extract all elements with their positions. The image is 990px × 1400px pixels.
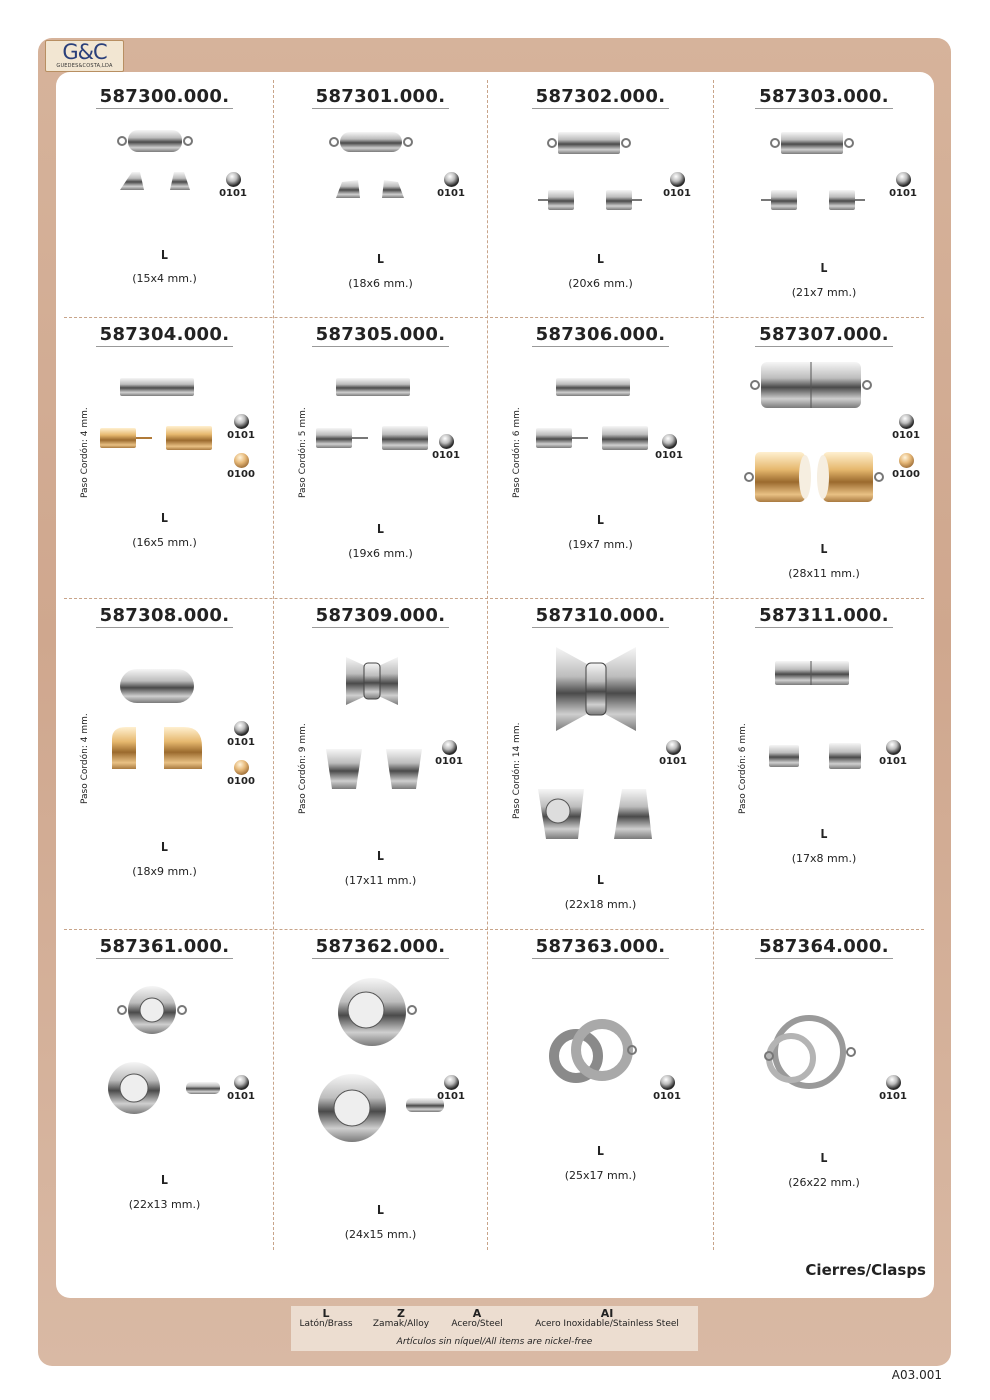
silver-finish-swatch [656,740,690,767]
finish-code: 0101 [227,737,255,748]
product-size: (25x17 mm.) [564,1169,637,1182]
product-code-text: 587310.000. [532,605,670,628]
material-code: L [597,873,604,887]
product-size: (19x6 mm.) [348,547,413,560]
legend-code: AI [600,1307,614,1320]
product-code-text: 587303.000. [755,86,893,109]
silver-finish-swatch [876,1075,910,1102]
cord-gauge-label: Paso Cordón: 5 mm. [298,407,308,498]
finish-code: 0101 [892,430,920,441]
material-code: L [377,849,384,863]
material-code: L [161,511,168,525]
legend-code: A [472,1307,482,1320]
product-code-text: 587361.000. [96,936,234,959]
product-code [714,605,934,628]
product-cell [488,318,713,598]
legend-label: Zamak/Alloy [372,1319,430,1329]
product-size: (15x4 mm.) [132,272,197,285]
product-code-text: 587311.000. [755,605,893,628]
finish-code: 0101 [227,430,255,441]
finish-color-icon [444,1075,459,1090]
product-code [274,86,487,109]
cord-gauge-label: Paso Cordón: 14 mm. [512,722,522,819]
cord-gauge-label: Paso Cordón: 4 mm. [80,407,90,498]
product-code [714,936,934,959]
product-image [80,639,230,835]
finish-code: 0101 [653,1091,681,1102]
silver-finish-swatch [650,1075,684,1102]
legend-item [295,1308,357,1330]
material-code: L [597,1144,604,1158]
silver-finish-swatch [429,434,463,461]
finish-code: 0101 [879,756,907,767]
product-image [516,120,666,247]
silver-finish-swatch [432,740,466,767]
cord-gauge-label: Paso Cordón: 9 mm. [298,723,308,814]
product-code [488,86,713,109]
legend-item [523,1308,691,1330]
product-cell [488,80,713,317]
product-code [274,605,487,628]
product-code [56,936,273,959]
product-size: (19x7 mm.) [568,538,633,551]
product-image [296,970,446,1198]
finish-code: 0101 [435,756,463,767]
product-cell [488,930,713,1250]
product-code [56,605,273,628]
product-code-text: 587306.000. [532,324,670,347]
silver-finish-swatch [889,414,923,441]
product-cell [714,80,934,317]
product-image [516,639,666,868]
product-size: (20x6 mm.) [568,277,633,290]
silver-finish-swatch [434,1075,468,1102]
product-image [739,358,889,537]
product-size: (22x13 mm.) [128,1198,201,1211]
finish-code: 0101 [432,450,460,461]
finish-color-icon [886,1075,901,1090]
finish-color-icon [896,172,911,187]
material-code: L [597,513,604,527]
material-code: L [820,542,828,556]
finish-code: 0100 [227,776,255,787]
finish-color-icon [442,740,457,755]
finish-code: 0101 [889,188,917,199]
finish-code: 0100 [892,469,920,480]
silver-finish-swatch [224,721,258,748]
silver-finish-swatch [886,172,920,199]
finish-code: 0101 [663,188,691,199]
gold-finish-swatch [224,760,258,787]
product-code-text: 587362.000. [312,936,450,959]
page-number: A03.001 [891,1368,942,1382]
finish-code: 0101 [659,756,687,767]
product-image [516,970,666,1139]
product-image [296,120,446,247]
finish-color-icon [899,453,914,468]
silver-finish-swatch [224,414,258,441]
product-code [488,605,713,628]
product-code [714,86,934,109]
product-size: (21x7 mm.) [791,286,857,299]
silver-finish-swatch [876,740,910,767]
finish-code: 0101 [655,450,683,461]
silver-finish-swatch [652,434,686,461]
finish-color-icon [234,721,249,736]
product-code-text: 587304.000. [96,324,234,347]
product-image [296,358,446,517]
material-code: L [820,261,828,275]
product-code [56,86,273,109]
legend-label: Acero/Steel [451,1319,503,1329]
product-cell [274,80,487,317]
finish-color-icon [234,760,249,775]
product-size: (24x15 mm.) [344,1228,417,1241]
legend-code: L [322,1307,330,1320]
finish-color-icon [886,740,901,755]
product-code-text: 587300.000. [96,86,234,109]
product-code [714,324,934,347]
finish-code: 0101 [879,1091,907,1102]
product-size: (16x5 mm.) [132,536,197,549]
product-image [739,120,889,256]
legend-note: Artículos sin níquel/All items are nickel-free [396,1337,593,1347]
product-cell [56,930,273,1250]
product-code-text: 587363.000. [532,936,670,959]
section-title: Cierres/Clasps [805,1261,926,1279]
product-cell [488,599,713,929]
product-code-text: 587301.000. [312,86,450,109]
product-cell [56,318,273,598]
finish-color-icon [226,172,241,187]
gold-finish-swatch [889,453,923,480]
material-code: L [377,1203,384,1217]
legend-label: Acero Inoxidable/Stainless Steel [535,1319,679,1329]
product-code-text: 587302.000. [532,86,670,109]
logo-company: GUEDES&COSTA,LDA [56,63,113,69]
product-cell [714,930,934,1250]
finish-color-icon [439,434,454,449]
material-code: L [820,1151,828,1165]
gold-finish-swatch [224,453,258,480]
product-size: (26x22 mm.) [788,1176,860,1189]
material-code: L [161,840,168,854]
product-image [80,120,230,243]
legend-code: Z [397,1307,405,1320]
product-image [739,970,889,1146]
material-code: L [820,827,828,841]
material-code: L [161,1173,168,1187]
cord-gauge-label: Paso Cordón: 4 mm. [80,713,90,804]
product-size: (28x11 mm.) [788,567,860,580]
product-size: (18x6 mm.) [348,277,413,290]
legend-item [367,1308,435,1330]
logo-mark: G&C [62,40,107,64]
product-code-text: 587307.000. [755,324,893,347]
product-grid [56,80,934,1250]
material-legend [291,1306,698,1351]
product-cell [714,318,934,598]
cord-gauge-label: Paso Cordón: 6 mm. [512,407,522,498]
finish-color-icon [662,434,677,449]
material-code: L [377,252,384,266]
product-code [274,936,487,959]
finish-color-icon [670,172,685,187]
product-cell [714,599,934,929]
silver-finish-swatch [216,172,250,199]
product-size: (22x18 mm.) [564,898,637,911]
product-image [516,358,666,508]
finish-code: 0100 [227,469,255,480]
silver-finish-swatch [434,172,468,199]
legend-item [443,1308,511,1330]
finish-color-icon [899,414,914,429]
product-code [488,324,713,347]
product-cell [56,599,273,929]
product-image [296,639,446,844]
finish-color-icon [444,172,459,187]
finish-code: 0101 [437,1091,465,1102]
product-size: (17x8 mm.) [791,852,857,865]
finish-color-icon [234,1075,249,1090]
product-size: (17x11 mm.) [344,874,417,887]
finish-color-icon [666,740,681,755]
legend-label: Latón/Brass [299,1319,353,1329]
finish-color-icon [234,414,249,429]
product-code [56,324,273,347]
product-cell [274,599,487,929]
product-size: (18x9 mm.) [132,865,197,878]
silver-finish-swatch [660,172,694,199]
product-cell [56,80,273,317]
material-code: L [597,252,604,266]
finish-code: 0101 [437,188,465,199]
product-image [80,970,230,1168]
product-image [739,639,889,822]
brand-logo [45,40,124,72]
finish-color-icon [660,1075,675,1090]
product-code-text: 587309.000. [312,605,450,628]
material-code: L [161,248,168,262]
cord-gauge-label: Paso Cordón: 6 mm. [738,723,748,814]
product-code-text: 587305.000. [312,324,450,347]
finish-code: 0101 [219,188,247,199]
product-image [80,358,230,506]
product-cell [274,318,487,598]
product-code-text: 587308.000. [96,605,234,628]
product-code [274,324,487,347]
product-code-text: 587364.000. [755,936,893,959]
finish-color-icon [234,453,249,468]
product-cell [274,930,487,1250]
material-code: L [377,522,384,536]
finish-code: 0101 [227,1091,255,1102]
silver-finish-swatch [224,1075,258,1102]
product-code [488,936,713,959]
